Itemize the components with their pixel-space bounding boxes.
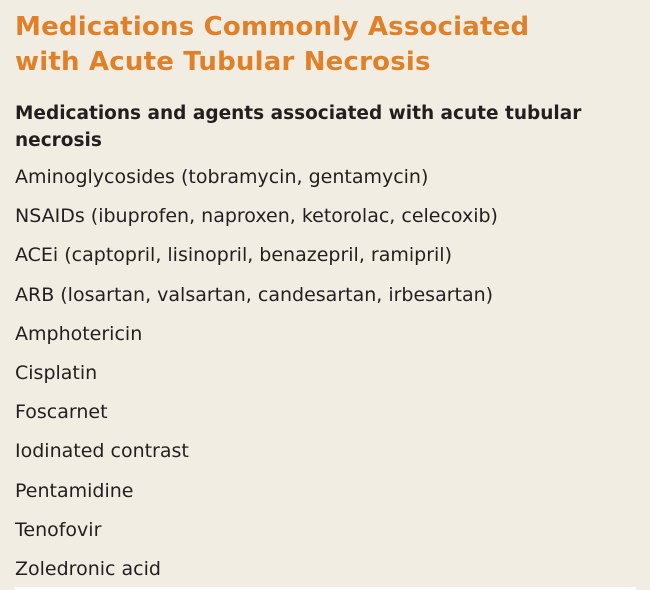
medication-item: Pentamidine	[15, 479, 134, 502]
title-line-2: with Acute Tubular Necrosis	[15, 47, 431, 77]
page-title	[15, 10, 635, 80]
medication-item: Zoledronic acid	[15, 558, 161, 581]
medication-item: Tenofovir	[15, 518, 102, 541]
medication-item: Iodinated contrast	[15, 440, 189, 463]
title-line-1: Medications Commonly Associated	[15, 12, 530, 42]
medication-item: ARB (losartan, valsartan, candesartan, irbesartan)	[15, 283, 494, 306]
medication-list	[15, 158, 635, 589]
medication-item: ACEi (captopril, lisinopril, benazepril, ramipril)	[15, 244, 452, 267]
list-heading: Medications and agents associated with acute tubular necrosis	[15, 103, 582, 151]
medication-item: Cisplatin	[15, 362, 98, 385]
medication-item: NSAIDs (ibuprofen, naproxen, ketorolac, celecoxib)	[15, 205, 498, 228]
medication-item: Amphotericin	[15, 322, 143, 345]
medication-item: Foscarnet	[15, 401, 108, 424]
medication-item: Aminoglycosides (tobramycin, gentamycin)	[15, 166, 429, 188]
